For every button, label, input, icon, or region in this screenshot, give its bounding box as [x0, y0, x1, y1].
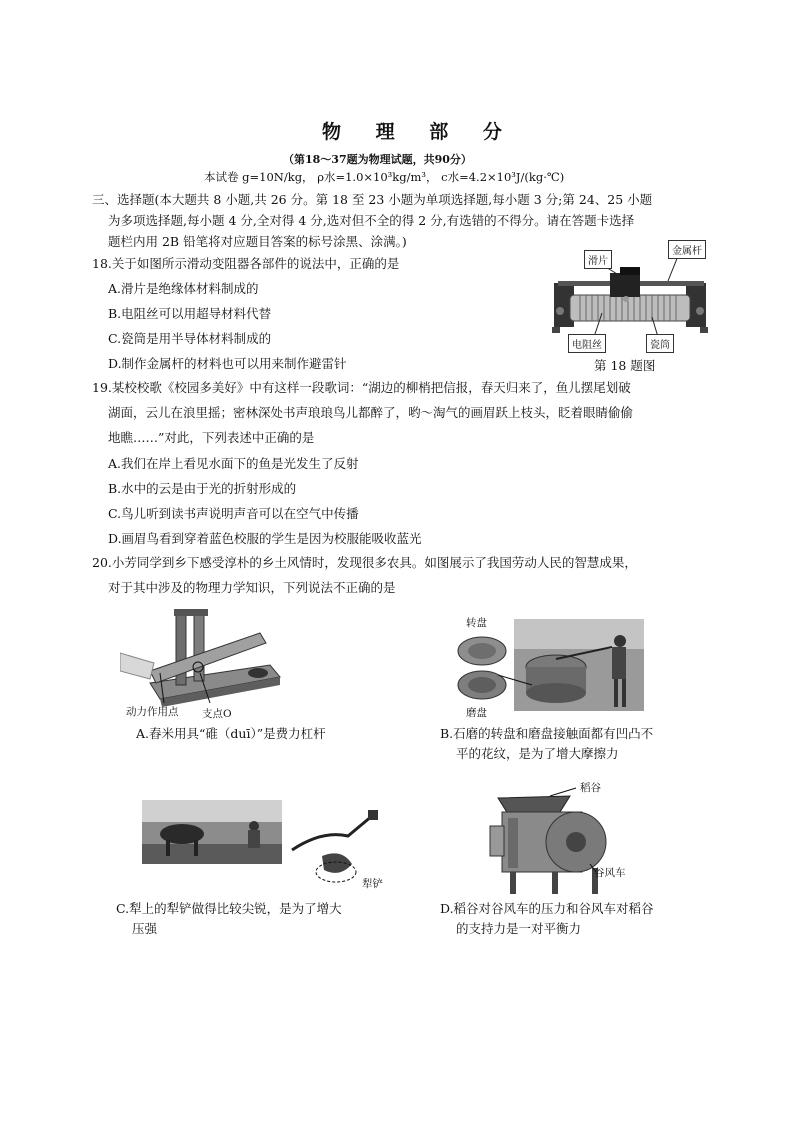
subtitle: （第18～37题为物理试题，共90分）: [283, 153, 472, 166]
figure-b-millstone: [452, 613, 644, 719]
label-force-point: 动力作用点: [126, 706, 179, 718]
q20-option-c-line-1: C.犁上的犁铲做得比较尖锐，是为了增大: [116, 901, 342, 916]
q19-line-2: 湖面，云儿在浪里摇；密林深处书声琅琅鸟儿都醉了，哟～淘气的画眉跃上枝头，眨着眼睛偷偷: [108, 405, 634, 420]
q20-option-d-line-2: 的支持力是一对平衡力: [456, 921, 582, 936]
page-title: 物 理 部 分: [322, 121, 516, 143]
q20-option-d-line-1: D.稻谷对谷风车的压力和谷风车对稻谷: [440, 901, 654, 916]
constants-line: 本试卷 g=10N/kg， ρ水=1.0×10³kg/m³， c水=4.2×10³J/(kg·℃): [204, 170, 565, 184]
label-porcelain-tube: 瓷筒: [646, 334, 674, 353]
label-grain: 稻谷: [580, 782, 601, 794]
label-top-stone: 转盘: [466, 617, 487, 629]
q18-option-c: C.瓷筒是用半导体材料制成的: [108, 331, 272, 346]
label-winnowing-machine: 谷风车: [594, 867, 626, 879]
q19-option-d: D.画眉鸟看到穿着蓝色校服的学生是因为校服能吸收蓝光: [108, 531, 422, 546]
q18-figure-caption: 第 18 题图: [594, 358, 656, 373]
figure-a-pestle: [120, 603, 290, 721]
section-line-1: 三、选择题(本大题共 8 小题,共 26 分。第 18 至 23 小题为单项选择题,每小题 3 分;第 24、25 小题: [92, 192, 653, 207]
label-metal-rod: 金属杆: [668, 240, 706, 259]
q19-option-b: B.水中的云是由于光的折射形成的: [108, 481, 297, 496]
q18-option-d: D.制作金属杆的材料也可以用来制作避雷针: [108, 356, 347, 371]
label-plowshare: 犁铲: [362, 878, 383, 890]
label-pivot: 支点O: [202, 708, 232, 720]
q18-option-a: A.滑片是绝缘体材料制成的: [108, 281, 259, 296]
label-resistance-wire: 电阻丝: [568, 334, 606, 353]
q20-option-a: A.舂米用具“碓（duī）”是费力杠杆: [136, 726, 326, 741]
label-bottom-stone: 磨盘: [466, 707, 487, 719]
section-line-3: 题栏内用 2B 铅笔将对应题目答案的标号涂黑、涂满。): [108, 234, 407, 249]
q20-option-b-line-1: B.石磨的转盘和磨盘接触面都有凹凸不: [440, 726, 654, 741]
figure-c-plow: [142, 800, 384, 894]
section-line-2: 为多项选择题,每小题 4 分,全对得 4 分,选对但不全的得 2 分,有选错的不得分。请在答题卡选择: [108, 213, 635, 228]
q19-line-3: 地瞧……”对此，下列表述中正确的是: [108, 430, 315, 445]
q20-line-2: 对于其中涉及的物理力学知识，下列说法不正确的是: [108, 580, 396, 595]
q20-option-c-line-2: 压强: [132, 921, 158, 936]
q18-stem: 18.关于如图所示滑动变阻器各部件的说法中，正确的是: [92, 256, 400, 271]
label-slider: 滑片: [584, 250, 612, 269]
q20-option-b-line-2: 平的花纹，是为了增大摩擦力: [456, 746, 619, 761]
q19-line-1: 19.某校校歌《校园多美好》中有这样一段歌词：“湖边的柳梢把信报，春天归来了，鱼儿摆尾划破: [92, 380, 631, 395]
figure-d-winnower: [480, 778, 640, 896]
rheostat-figure: [540, 237, 720, 355]
q19-option-a: A.我们在岸上看见水面下的鱼是光发生了反射: [108, 456, 359, 471]
q19-option-c: C.鸟儿听到读书声说明声音可以在空气中传播: [108, 506, 359, 521]
q18-option-b: B.电阻丝可以用超导材料代替: [108, 306, 272, 321]
q20-line-1: 20.小芳同学到乡下感受淳朴的乡土风情时，发现很多农具。如图展示了我国劳动人民的智慧成果，: [92, 555, 637, 570]
